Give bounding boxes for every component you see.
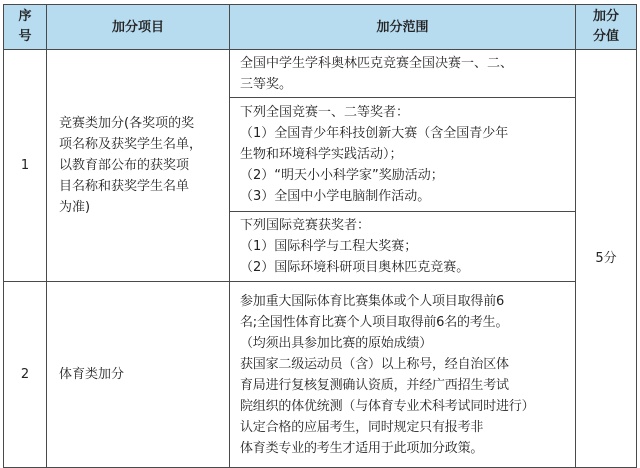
range-cell: 下列国际竞赛获奖者： （1）国际科学与工程大奖赛； （2）国际环境科研项目奥林匹克竞赛。 xyxy=(230,212,576,282)
range-cell: 参加重大国际体育比赛集体或个人项目取得前6 名;全国性体育比赛个人项目取得前6名的考生。 （均须出具参加比赛的原始成绩） 获国家二级运动员（含）以上称号，经自治区体 育局进行复核复测确认资质，并经广西招生考试 院组织的体优统测（与体育专业术科考试同时进行） 认定合格的应届考生，同时规定只有报考非 体育类专业的考生才适用于此项加分政策。 xyxy=(230,282,576,468)
range-cell: 下列全国竞赛一、二等奖者： （1）全国青少年科技创新大赛（含全国青少年 生物和环境科学实践活动）； （2）“明天小小科学家”奖励活动； （3）全国中小学电脑制作活动。 xyxy=(230,98,576,212)
score-cell: 5分 xyxy=(576,50,637,468)
item-cell: 竞赛类加分(各奖项的奖 项名称及获奖学生名单， 以教育部公布的获奖项 目名称和获奖学生名单 为准) xyxy=(47,50,230,282)
header-score: 加分 分值 xyxy=(576,5,637,50)
row-number: 2 xyxy=(4,282,47,468)
header-item: 加分项目 xyxy=(47,5,230,50)
bonus-points-table xyxy=(3,4,637,468)
range-cell: 全国中学生学科奥林匹克竞赛全国决赛一、二、 三等奖。 xyxy=(230,50,576,98)
header-range: 加分范围 xyxy=(230,5,576,50)
header-row xyxy=(4,5,637,50)
table-row xyxy=(4,50,637,98)
row-number: 1 xyxy=(4,50,47,282)
table-row xyxy=(4,282,637,468)
item-cell: 体育类加分 xyxy=(47,282,230,468)
header-no: 序 号 xyxy=(4,5,47,50)
